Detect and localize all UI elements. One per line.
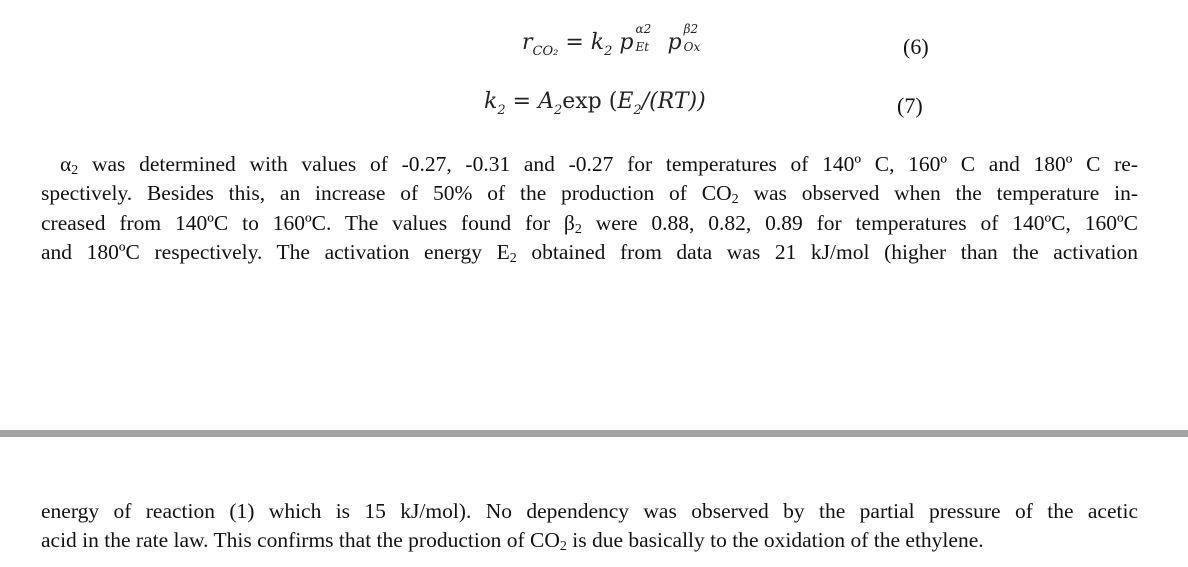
co2-subscript: 2 — [731, 192, 739, 208]
eq6-equals: = — [565, 30, 584, 55]
eq6-k: k — [590, 30, 605, 55]
equation-7 — [484, 89, 706, 118]
eq7-E-sub: 2 — [633, 103, 642, 118]
eq7-k: k — [484, 89, 498, 114]
eq6-p1: p — [619, 30, 634, 55]
eq6-p2: p — [667, 30, 682, 55]
eq7-A: A — [538, 89, 554, 114]
alpha-subscript: 2 — [71, 163, 79, 178]
eq7-A-sub: 2 — [553, 103, 563, 118]
paragraph-1 — [41, 150, 1138, 267]
paragraph-2 — [41, 497, 1138, 556]
eq7-open-paren: ( — [608, 89, 618, 114]
eq7-k-sub: 2 — [497, 103, 506, 118]
paragraph-1-line-2 — [41, 179, 1138, 208]
paragraph-1-line-1-text: was determined with values of -0.27, -0.31 and -0.27 for temperatures of 140º C, 160º C and 180º C re- — [78, 152, 1138, 176]
eq6-p2-sup: β2 — [683, 22, 699, 36]
paragraph-1-line-4-text-a: and 180ºC respectively. The activation energy E — [41, 239, 510, 264]
eq6-p1-indices — [634, 22, 668, 54]
paragraph-1-line-3 — [41, 209, 1138, 238]
equation-6-number: (6) — [903, 34, 929, 59]
paragraph-1-line-1 — [41, 150, 1138, 179]
eq7-equals: = — [512, 89, 532, 114]
page-divider — [0, 430, 1188, 437]
eq6-p2-indices — [682, 22, 716, 54]
eq7-exp: exp — [562, 89, 602, 114]
eq6-p1-sup: α2 — [635, 22, 652, 36]
paragraph-1-line-3-text-a: creased from 140ºC to 160ºC. The values found for β — [41, 210, 575, 235]
beta-subscript: 2 — [574, 221, 582, 237]
paragraph-2-line-1: energy of reaction (1) which is 15 kJ/mol). No dependency was observed by the partial pressure of the acetic — [41, 499, 1138, 523]
equation-7-number: (7) — [897, 93, 923, 118]
alpha-symbol: α — [60, 152, 72, 176]
eq6-p1-sub: Et — [635, 40, 650, 54]
paragraph-2-line-2-text-a: acid in the rate law. This confirms that the production of CO — [41, 528, 560, 553]
paragraph-1-line-2-text-b: was observed when the temperature in- — [738, 181, 1138, 206]
paragraph-1-line-3-text-b: were 0.88, 0.82, 0.89 for temperatures of 140ºC, 160ºC — [581, 210, 1138, 235]
paragraph-1-line-4-text-b: obtained from data was 21 kJ/mol (higher than the activation — [516, 239, 1138, 264]
eq6-p2-sub: Ox — [683, 40, 701, 54]
paragraph-1-line-4 — [41, 238, 1138, 267]
eq7-E: E — [617, 89, 634, 114]
eq6-k-sub: 2 — [604, 44, 613, 59]
paragraph-2-line-2-text-b: is due basically to the oxidation of the ethylene. — [566, 528, 984, 553]
eq7-rest: /(RT)) — [641, 89, 706, 114]
equation-6 — [522, 22, 716, 59]
paragraph-1-line-2-text-a: spectively. Besides this, an increase of 50% of the production of CO — [41, 181, 732, 206]
paragraph-2-line-2 — [41, 526, 1138, 555]
e2-subscript: 2 — [509, 250, 517, 266]
eq6-lhs-sub: CO₂ — [532, 44, 559, 59]
eq6-lhs-var: r — [522, 30, 533, 55]
co2-subscript-2: 2 — [559, 539, 567, 555]
